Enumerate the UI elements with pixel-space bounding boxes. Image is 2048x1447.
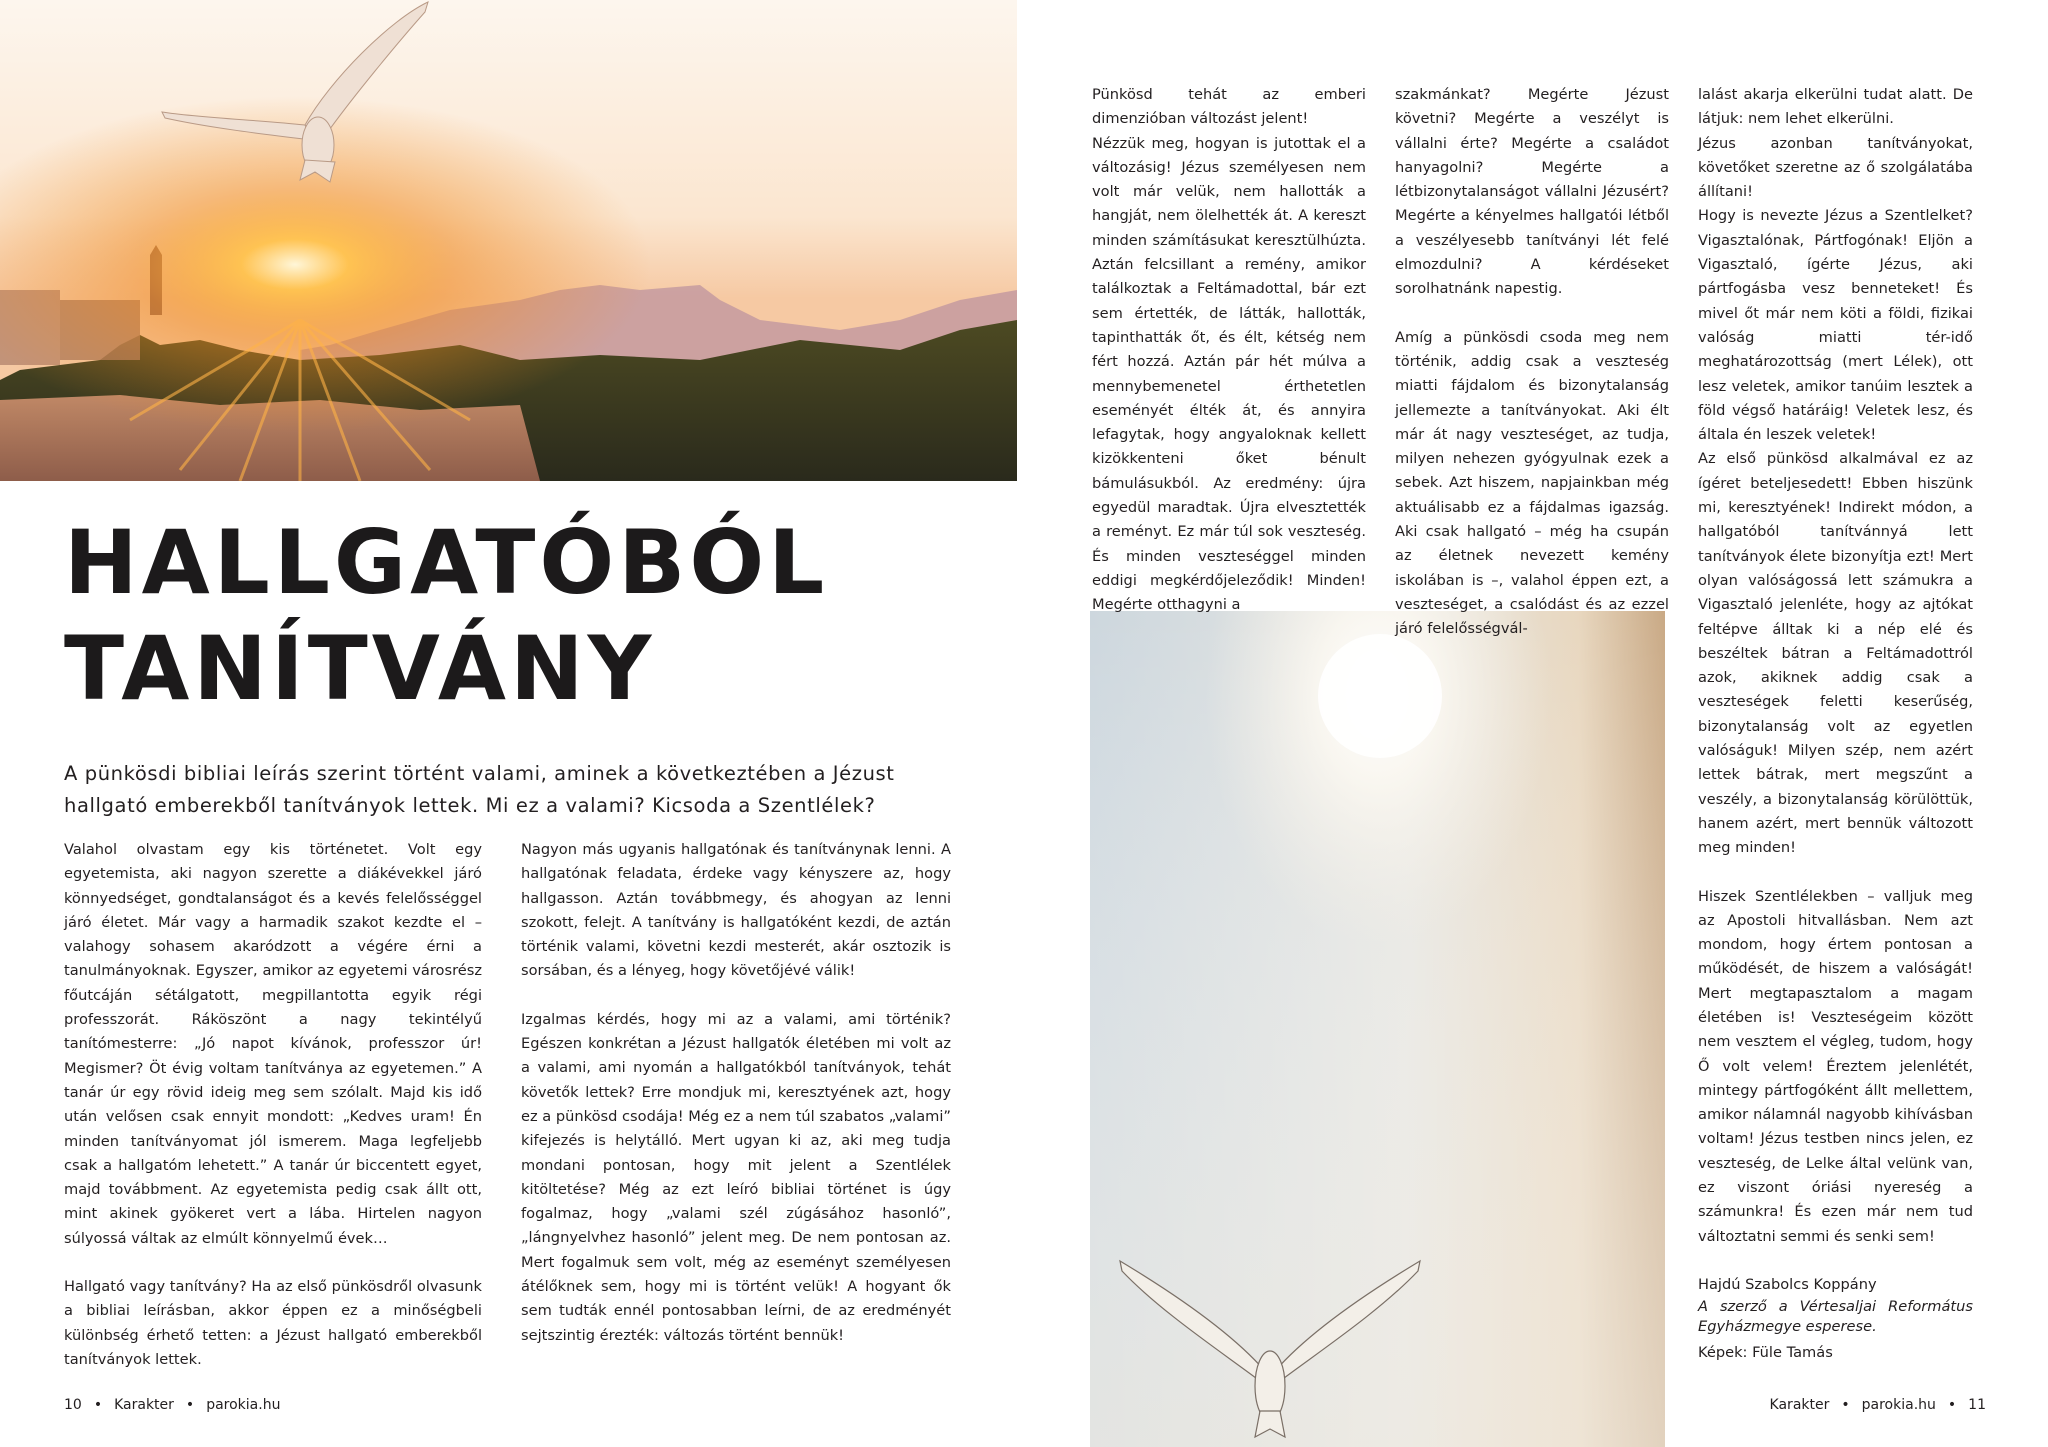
top-photo — [0, 0, 1017, 481]
seagull-sky-image — [1090, 611, 1665, 1447]
footer-right — [1770, 1397, 1986, 1413]
body-column-1 — [64, 838, 482, 1372]
body-column-3 — [1092, 83, 1366, 618]
bullet-separator: • — [185, 1397, 195, 1413]
sunset-seagull-image — [0, 0, 1017, 481]
paragraph: Pünkösd tehát az emberi dimenzióban változást jelent! — [1092, 86, 1366, 128]
article-lead: A pünkösdi bibliai leírás szerint történt valami, aminek a következtében a Jézust hallgató emberekből tanítványok lettek. Mi ez a valami? Kicsoda a Szentlélek? — [64, 762, 895, 817]
paragraph: szakmánkat? Megérte Jézust követni? Megérte a veszélyt is vállalni érte? Megérte a családot hanyagolni? Megérte a létbizonytalanságot vállalni Jézusért? Megérte a kényelmes hallgatói létből a veszélyesebb tanítványi lét felé elmozdulni? A kérdéseket sorolhatnánk napestig. — [1395, 86, 1669, 298]
footer-left — [64, 1397, 280, 1413]
website-link[interactable]: parokia.hu — [1861, 1397, 1936, 1413]
paragraph: Valahol olvastam egy kis történetet. Volt egy egyetemista, aki nagyon szerette a diákévekkel járó könnyedséget, gondtalanságot és a kevés felelősséggel járó életet. Már vagy a harmadik szakot kezdte el – valahogy sohasem akaródzott a végére érni a tanulmányoknak. Egyszer, amikor az egyetemi városrész főutcáján sétálgatott, megpillantotta egyik régi professzorát. Ráköszönt a nagy tekintélyű tanítómesterre: „Jó napot kívánok, professzor úr! Megismer? Öt évig voltam tanítványa az egyetemen.” A tanár úr egy rövid ideig meg sem szólalt. Majd kis idő után velősen csak ennyit mondott: „Kedves uram! Én minden tanítványomat jól ismerem. Maga legfeljebb csak a hallgatóm lehetett.” A tanár úr biccentett egyet, majd továbbment. Az egyetemista pedig csak állt ott, mint akinek gyökeret vert a lába. Hirtelen nagyon súlyossá váltak az elmúlt könnyelmű évek… — [64, 841, 482, 1247]
photo-credit: Képek: Füle Tamás — [1698, 1344, 1833, 1362]
paragraph: Jézus azonban tanítványokat, követőket szeretne az ő szolgálatába állítani! — [1698, 134, 1973, 201]
page-number: 10 — [64, 1397, 82, 1413]
magazine-name: Karakter — [114, 1397, 174, 1413]
article-title — [64, 510, 964, 722]
title-line-2: TANÍTVÁNY — [64, 617, 656, 720]
paragraph: Hiszek Szentlélekben – valljuk meg az Apostoli hitvallásban. Nem azt mondom, hogy értem pontosan a működését, de hiszem a valóságát! Mert megtapasztalom a magam életében is! Veszteségeim között nem vesztem el végleg, tudom, hogy Ő volt velem! Éreztem jelenlétét, mintegy pártfogóként állt mellettem, amikor nálamnál nagyobb kihívásban voltam! Jézus testben nincs jelen, ez veszteség, de Lelke által velünk van, ez viszont óriási nyereség a számunkra! És ezen már nem tud változtatni semmi és senki sem! — [1698, 887, 1973, 1245]
bullet-separator: • — [1841, 1397, 1850, 1413]
body-column-2 — [521, 838, 951, 1348]
paragraph: Amíg a pünkösdi csoda meg nem történik, addig csak a veszteség miatti fájdalom és bizonytalanság jellemezte a tanítványokat. Aki élt már át nagy veszteséget, az tudja, milyen nehezen gyógyulnak ezek a sebek. Azt hiszem, napjainkban még aktuálisabb ez a fájdalmas igazság. Aki csak hallgató – még ha csupán az életnek nevezett kemény iskolában is –, valahol éppen ezt, a veszteséget, a csalódást és az ezzel járó felelősségvál- — [1395, 328, 1669, 638]
paragraph: Izgalmas kérdés, hogy mi az a valami, ami történik? Egészen konkrétan a Jézust hallgatók életében mi volt az a valami, ami nyomán a hallgatókból tanítványok, tehát követők lettek? Erre mondjuk mi, keresztyének azt, hogy ez a pünkösd csodája! Még ez a nem túl szabatos „valami” kifejezés is helytálló. Mert ugyan ki az, aki meg tudja mondani pontosan, hogy mit jelent a Szentlélek kitöltetése? Még az ezt leíró bibliai történet is úgy fogalmaz, hogy „valami szél zúgásához hasonló”, „lángnyelvhez hasonló” jelent meg. De nem pontosan az. Mert fogalmuk sem volt, még az eseményt személyesen átélőknek sem, hogy mi is történt velük! A hogyant ők sem tudták ennél pontosabban leírni, de az eredményét sejtszintig érezték: változás történt bennük! — [521, 1010, 951, 1344]
magazine-name: Karakter — [1769, 1397, 1830, 1413]
paragraph: lalást akarja elkerülni tudat alatt. De látjuk: nem lehet elkerülni. — [1698, 86, 1973, 128]
body-column-5 — [1698, 83, 1973, 1366]
paragraph: Nézzük meg, hogyan is jutottak el a változásig! Jézus személyesen nem volt már velük, nem hallották a hangját, nem ölelhették át. A kereszt minden számításukat keresztülhúzta. Aztán felcsillant a remény, amikor találkoztak a Feltámadottal, bár ezt sem értették, de látták, hallották, tapinthatták őt, és élt, kétség nem fért hozzá. Aztán pár hét múlva a mennybemenetel érthetetlen eseményét élték át, és annyira lefagytak, hogy angyaloknak kellett kizökkenteni őket bénult bámulásukból. Az eredmény: újra egyedül maradtak. Újra elvesztették a reményt. Ez már túl sok veszteség. És minden veszteséggel minden eddigi megkérdőjeleződik! Minden! Megérte otthagyni a — [1092, 134, 1366, 614]
author-name: Hajdú Szabolcs Koppány — [1698, 1275, 1877, 1293]
paragraph: Az első pünkösd alkalmával ez az ígéret beteljesedett! Ebben hiszünk mi, keresztyének! Indirekt módon, a hallgatóból tanítvánnyá lett tanítványok élete bizonyítja ezt! Mert olyan valóságossá lett számukra a Vigasztaló jelenléte, hogy az ajtókat feltépve álltak ki a nép elé és beszéltek bátran a Feltámadottról azok, akiknek addig csak a veszteségek feletti keserűség, bizonytalanság volt az egyetlen valóságuk! Milyen szép, nem azért lettek bátrak, mert megszűnt a veszély, a bizonytalanság körülöttük, hanem azért, mert bennük változott meg minden! — [1698, 450, 1973, 857]
bullet-separator: • — [1947, 1397, 1957, 1413]
paragraph: Hallgató vagy tanítvány? Ha az első pünkösdről olvasunk a bibliai leírásban, akkor éppen ez a minőségbeli különbség érhető tetten: a Jézust hallgató emberekből tanítványok lettek. — [64, 1278, 482, 1368]
author-role: A szerző a Vértesaljai Református Egyházmegye esperese. — [1698, 1298, 1973, 1336]
bottom-photo — [1090, 611, 1665, 1447]
website-link[interactable]: parokia.hu — [206, 1397, 281, 1413]
page-number: 11 — [1968, 1397, 1986, 1413]
paragraph: Nagyon más ugyanis hallgatónak és tanítványnak lenni. A hallgatónak feladata, érdeke vagy kényszere az, hogy hallgasson. Aztán továbbmegy, és ahogyan az lenni szokott, felejt. A tanítvány is hallgatóként kezdi, de aztán történik valami, követni kezdi mesterét, akár osztozik is sorsában, és a lényeg, hogy követőjévé válik! — [521, 841, 951, 980]
bullet-separator: • — [93, 1397, 103, 1413]
title-line-1: HALLGATÓBÓL — [64, 511, 829, 614]
body-column-4 — [1395, 83, 1669, 642]
paragraph: Hogy is nevezte Jézus a Szentlelket? Vigasztalónak, Pártfogónak! Eljön a Vigasztaló, ígérte Jézus, aki pártfogásba vesz benneteket! És mivel őt már nem köti a földi, fizikai valóság miatti tér-idő meghatározottság (mert Lélek), ott lesz veletek, amikor tanúim lesztek a föld végső határáig! Veletek lesz, és általa én leszek veletek! — [1698, 207, 1973, 444]
